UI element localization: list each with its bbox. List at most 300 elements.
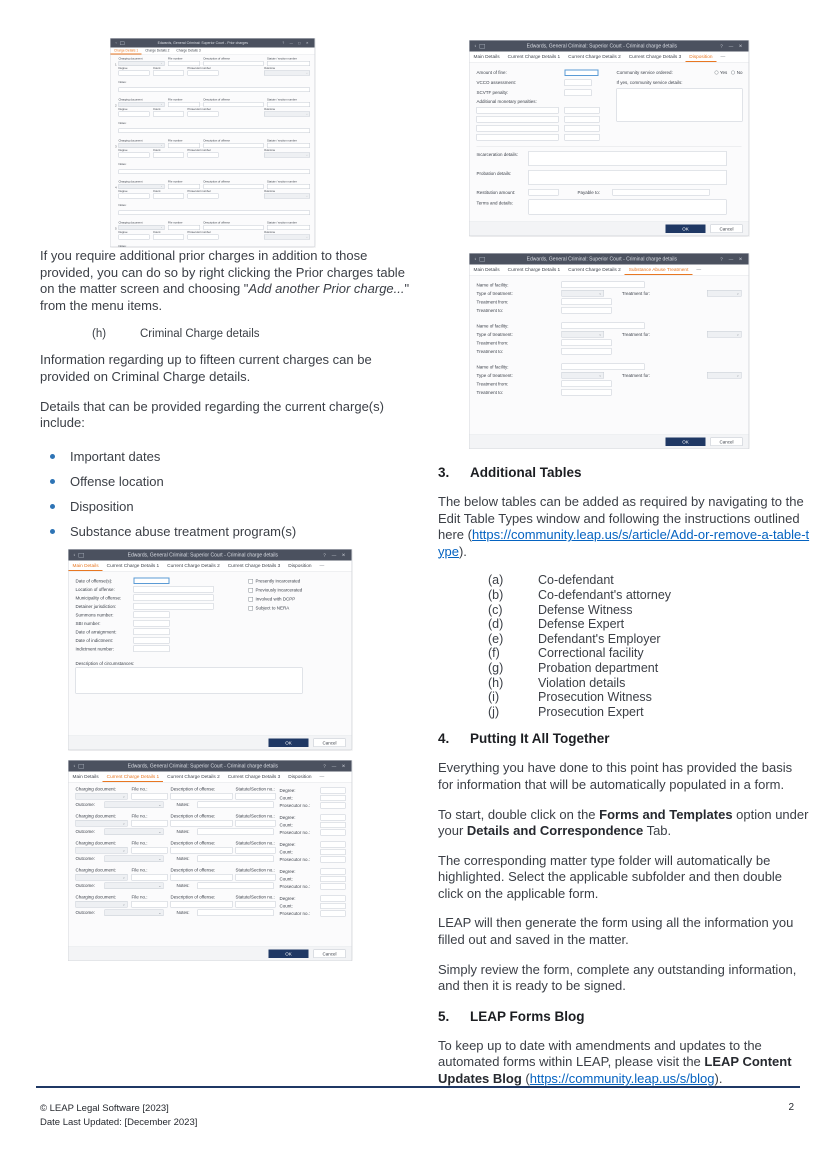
field-label: Statute/Section no.: bbox=[235, 813, 275, 819]
charging-document-dropdown[interactable] bbox=[119, 225, 165, 230]
tab-current-charge-details-1[interactable]: Current Charge Details 1 bbox=[103, 774, 164, 782]
tab-current-charge-details-2[interactable]: Current Charge Details 2 bbox=[568, 267, 621, 273]
field-label: Community service ordered: bbox=[616, 70, 673, 75]
field-label: Notes: bbox=[176, 828, 190, 834]
file-number-input[interactable] bbox=[168, 61, 200, 66]
treatment-block bbox=[477, 281, 742, 315]
charging-document-dropdown[interactable] bbox=[76, 820, 128, 827]
prosecutor-number-input[interactable] bbox=[188, 112, 219, 117]
scvtf-penalty-input[interactable] bbox=[565, 89, 592, 96]
cancel-button[interactable]: Cancel bbox=[314, 738, 346, 747]
date-of-indictment-input[interactable] bbox=[134, 637, 170, 644]
date-of-offense-input[interactable] bbox=[134, 577, 170, 584]
statute-section-number-input[interactable] bbox=[267, 184, 310, 189]
notes-input[interactable] bbox=[198, 909, 274, 916]
sbi-number-input[interactable] bbox=[134, 620, 170, 627]
penalty-amount-input[interactable] bbox=[565, 107, 600, 114]
charging-document-dropdown[interactable] bbox=[119, 61, 165, 66]
chevron-down-icon: ⌄ bbox=[598, 291, 602, 296]
chevron-down-icon: ⌄ bbox=[160, 103, 163, 106]
treatment-for-dropdown[interactable] bbox=[707, 372, 742, 379]
prior-charge-row bbox=[115, 181, 310, 218]
tab-substance-abuse-treatment[interactable]: Substance Abuse Treatment bbox=[625, 267, 693, 275]
statute-section-no-input[interactable] bbox=[236, 847, 276, 854]
description-of-offense-input[interactable] bbox=[171, 793, 233, 800]
count-input[interactable] bbox=[321, 848, 346, 854]
notes-input[interactable] bbox=[198, 882, 274, 889]
field-label: Notes: bbox=[118, 81, 127, 84]
treatment-for-dropdown[interactable] bbox=[707, 290, 742, 297]
back-icon[interactable]: ‹ bbox=[474, 43, 477, 49]
degree-input[interactable] bbox=[119, 194, 150, 199]
radio-yes[interactable]: Yes bbox=[714, 70, 727, 75]
chevron-down-icon: ⌄ bbox=[305, 235, 308, 239]
dialog-title: Edwards, General Criminal: Superior Court - Criminal charge details bbox=[127, 551, 278, 558]
field-label: Statute / section number bbox=[267, 98, 297, 102]
tab-overflow[interactable]: — bbox=[696, 267, 702, 273]
file-number-input[interactable] bbox=[168, 143, 200, 148]
outcome-dropdown[interactable] bbox=[264, 194, 310, 199]
file-number-input[interactable] bbox=[168, 102, 200, 107]
radio-no[interactable]: No bbox=[731, 70, 742, 75]
degree-input[interactable] bbox=[321, 868, 346, 874]
help-icon[interactable]: ? bbox=[323, 763, 326, 769]
outcome-dropdown[interactable] bbox=[105, 801, 164, 808]
field-label: Outcome bbox=[264, 190, 276, 193]
type-of-treatment-dropdown[interactable] bbox=[562, 290, 604, 297]
penalty-description-input[interactable] bbox=[477, 125, 559, 132]
ok-button[interactable]: OK bbox=[666, 225, 706, 234]
file-no-input[interactable] bbox=[132, 901, 168, 908]
charging-document-dropdown[interactable] bbox=[76, 793, 128, 800]
treatment-from-input[interactable] bbox=[562, 340, 612, 347]
statute-section-number-input[interactable] bbox=[267, 102, 310, 107]
notes-input[interactable] bbox=[198, 801, 274, 808]
checkbox[interactable] bbox=[249, 596, 254, 601]
charge-block bbox=[76, 894, 345, 917]
prosecutor-no-input[interactable] bbox=[321, 802, 346, 808]
screenshot-prior-charges-dialog bbox=[110, 38, 316, 248]
file-no-input[interactable] bbox=[132, 793, 168, 800]
municipality-of-offense-input[interactable] bbox=[134, 594, 214, 601]
prior-charge-row bbox=[115, 99, 310, 136]
tab-current-charge-details-3[interactable]: Current Charge Details 3 bbox=[227, 562, 281, 569]
penalty-amount-input[interactable] bbox=[565, 134, 600, 141]
help-icon[interactable]: ? bbox=[720, 256, 723, 262]
list-item: Important dates bbox=[40, 449, 412, 466]
help-icon[interactable]: ? bbox=[720, 43, 723, 49]
probation-details-textarea[interactable] bbox=[529, 170, 727, 185]
tab-disposition[interactable]: Disposition bbox=[288, 773, 312, 780]
window-icon bbox=[79, 552, 85, 557]
file-no-input[interactable] bbox=[132, 874, 168, 881]
description-of-offense-input[interactable] bbox=[204, 184, 264, 189]
cancel-button[interactable]: Cancel bbox=[711, 225, 743, 234]
tab-current-charge-details-1[interactable]: Current Charge Details 1 bbox=[106, 562, 160, 569]
minimize-icon[interactable]: — bbox=[289, 41, 293, 45]
treatment-to-input[interactable] bbox=[562, 348, 612, 355]
field-label: Amount of fine: bbox=[476, 70, 507, 75]
list-item-h bbox=[40, 327, 412, 341]
field-label: Statute / section number bbox=[267, 180, 297, 184]
prior-charges-dialog bbox=[110, 38, 315, 247]
paragraph: The corresponding matter type folder will automatically be highlighted. Select the applicable subfolder and then double click on the applicable form. bbox=[438, 852, 783, 901]
tab-overflow[interactable]: — bbox=[720, 54, 726, 60]
field-label: Summons number: bbox=[75, 611, 114, 617]
name-of-facility-input[interactable] bbox=[562, 282, 645, 289]
close-icon[interactable]: ✕ bbox=[738, 256, 743, 262]
list-item: (g) Probation department bbox=[488, 660, 659, 675]
tab-charge-details-2[interactable]: Charge Details 2 bbox=[145, 49, 170, 53]
charging-document-dropdown[interactable] bbox=[76, 847, 128, 854]
maximize-icon[interactable]: ▢ bbox=[297, 41, 301, 45]
statute-section-no-input[interactable] bbox=[236, 820, 276, 827]
ok-button[interactable]: OK bbox=[269, 738, 309, 747]
field-label: Prosecutor no.: bbox=[279, 802, 311, 808]
list-item: (f) Correctional facility bbox=[488, 646, 644, 661]
notes-input[interactable] bbox=[119, 170, 311, 175]
penalty-row bbox=[477, 133, 742, 142]
chevron-down-icon: ⌄ bbox=[158, 909, 162, 915]
list-item: (c) Defense Witness bbox=[488, 602, 633, 617]
dialog-titlebar bbox=[69, 549, 352, 560]
field-label: File number bbox=[168, 57, 183, 61]
degree-input[interactable] bbox=[321, 787, 346, 793]
field-label: Charging document: bbox=[75, 786, 117, 792]
type-of-treatment-dropdown[interactable] bbox=[562, 372, 604, 379]
chevron-down-icon: ⌄ bbox=[122, 874, 126, 880]
degree-input[interactable] bbox=[119, 235, 150, 240]
treatment-to-input[interactable] bbox=[562, 389, 612, 396]
treatment-from-input[interactable] bbox=[562, 381, 612, 388]
outcome-dropdown[interactable] bbox=[105, 855, 164, 862]
count-input[interactable] bbox=[153, 71, 184, 76]
description-of-offense-input[interactable] bbox=[171, 901, 233, 908]
field-label: Degree: bbox=[279, 895, 296, 901]
field-label: Incarceration details: bbox=[476, 152, 519, 157]
tab-disposition[interactable]: Disposition bbox=[685, 54, 716, 62]
field-label: File no.: bbox=[131, 867, 148, 873]
charging-document-dropdown[interactable] bbox=[119, 143, 165, 148]
checkbox[interactable] bbox=[249, 605, 254, 610]
tab-current-charge-details-2[interactable]: Current Charge Details 2 bbox=[568, 54, 621, 60]
field-label: Count: bbox=[279, 794, 293, 800]
field-label: Outcome bbox=[264, 67, 276, 70]
type-of-treatment-dropdown[interactable] bbox=[562, 331, 604, 338]
notes-input[interactable] bbox=[198, 828, 274, 835]
bold-text: LEAP Content Updates Blog bbox=[438, 1054, 792, 1087]
statute-section-no-input[interactable] bbox=[236, 901, 276, 908]
prosecutor-no-input[interactable] bbox=[321, 856, 346, 862]
back-icon[interactable]: ‹ bbox=[474, 256, 477, 262]
page-number: 2 bbox=[788, 1102, 794, 1113]
file-number-input[interactable] bbox=[168, 184, 200, 189]
penalty-description-input[interactable] bbox=[477, 134, 559, 141]
field-label: Description of offense bbox=[203, 221, 231, 225]
notes-input[interactable] bbox=[119, 88, 311, 93]
penalty-description-input[interactable] bbox=[477, 107, 559, 114]
tab-current-charge-details-1[interactable]: Current Charge Details 1 bbox=[507, 267, 561, 273]
charging-document-dropdown[interactable] bbox=[119, 102, 165, 107]
description-of-offense-input[interactable] bbox=[171, 874, 233, 881]
current-charge-details-dialog bbox=[68, 760, 352, 961]
prosecutor-number-input[interactable] bbox=[188, 194, 219, 199]
field-label: Degree bbox=[118, 190, 128, 193]
paragraph: LEAP will then generate the form using all the information you filled out and saved in the matter. bbox=[438, 915, 794, 948]
field-label: File no.: bbox=[131, 813, 148, 819]
prosecutor-no-input[interactable] bbox=[321, 910, 346, 916]
outcome-dropdown[interactable] bbox=[264, 112, 310, 117]
field-label: File no.: bbox=[131, 840, 148, 846]
prosecutor-number-input[interactable] bbox=[188, 235, 219, 240]
statute-section-number-input[interactable] bbox=[267, 225, 310, 230]
penalty-amount-input[interactable] bbox=[565, 125, 600, 132]
file-no-input[interactable] bbox=[132, 820, 168, 827]
name-of-facility-input[interactable] bbox=[562, 364, 645, 371]
notes-input[interactable] bbox=[198, 855, 274, 862]
checkbox[interactable] bbox=[249, 578, 254, 583]
dialog-title: Edwards, General Criminal: Superior Court - Criminal charge details bbox=[127, 762, 278, 769]
prosecutor-number-input[interactable] bbox=[188, 71, 219, 76]
count-input[interactable] bbox=[153, 194, 184, 199]
field-label: Treatment to: bbox=[476, 389, 504, 395]
field-label: Prosecutor number bbox=[187, 108, 211, 111]
degree-input[interactable] bbox=[119, 71, 150, 76]
field-label: Degree bbox=[118, 67, 128, 70]
prosecutor-no-input[interactable] bbox=[321, 883, 346, 889]
tab-charge-details-3[interactable]: Charge Details 3 bbox=[176, 49, 201, 53]
description-of-offense-input[interactable] bbox=[204, 143, 264, 148]
statute-section-number-input[interactable] bbox=[267, 143, 310, 148]
statute-section-no-input[interactable] bbox=[236, 793, 276, 800]
tab-charge-details-1[interactable]: Charge Details 1 bbox=[111, 49, 142, 55]
summons-number-input[interactable] bbox=[134, 611, 170, 618]
tab-disposition[interactable]: Disposition bbox=[288, 562, 312, 569]
field-label: Name of facility: bbox=[476, 364, 509, 370]
outcome-dropdown[interactable] bbox=[264, 153, 310, 158]
leap-blog-link[interactable]: https://community.leap.us/s/blog bbox=[529, 1071, 715, 1087]
bullet-icon bbox=[50, 504, 55, 509]
add-or-remove-table-type-link[interactable]: https://community.leap.us/s/article/Add-or-remove-a-table-type bbox=[438, 527, 810, 559]
restitution-amount-input[interactable] bbox=[529, 189, 559, 196]
close-icon[interactable]: ✕ bbox=[341, 551, 346, 557]
window-icon bbox=[79, 763, 85, 768]
paragraph: Everything you have done to this point has provided the basis for information that will be automatically populated in a form. bbox=[438, 760, 793, 792]
detainer-jurisdiction-input[interactable] bbox=[134, 603, 214, 610]
field-label: Description of offense: bbox=[170, 813, 216, 819]
degree-input[interactable] bbox=[321, 895, 346, 901]
name-of-facility-input[interactable] bbox=[562, 323, 645, 330]
field-label: Outcome: bbox=[75, 909, 96, 915]
terms-and-details-textarea[interactable] bbox=[529, 200, 727, 215]
help-icon[interactable]: ? bbox=[323, 552, 326, 558]
description-of-circumstances-textarea[interactable] bbox=[76, 667, 303, 693]
field-label: Detainer jurisdiction: bbox=[75, 603, 117, 609]
paragraph: Details that can be provided regarding the current charge(s) include: bbox=[40, 398, 384, 431]
close-icon[interactable]: ✕ bbox=[341, 762, 346, 768]
treatment-for-dropdown[interactable] bbox=[707, 331, 742, 338]
minimize-icon[interactable]: — bbox=[331, 552, 337, 558]
vcco-assessment-input[interactable] bbox=[565, 79, 592, 86]
tab-main-details[interactable]: Main Details bbox=[473, 267, 500, 273]
field-label: Count bbox=[153, 108, 161, 111]
field-label: Degree: bbox=[279, 814, 296, 820]
count-input[interactable] bbox=[153, 112, 184, 117]
tab-main-details[interactable]: Main Details bbox=[72, 773, 99, 780]
list-item: (j) Prosecution Expert bbox=[488, 704, 644, 719]
chevron-down-icon: ⌄ bbox=[598, 332, 602, 337]
cancel-button[interactable]: Cancel bbox=[314, 949, 346, 958]
dialog-titlebar bbox=[470, 254, 749, 265]
tab-main-details[interactable]: Main Details bbox=[69, 563, 103, 571]
degree-input[interactable] bbox=[321, 814, 346, 820]
field-label: Outcome: bbox=[75, 882, 96, 888]
indictment-number-input[interactable] bbox=[134, 645, 170, 652]
degree-input[interactable] bbox=[321, 841, 346, 847]
tab-current-charge-details-1[interactable]: Current Charge Details 1 bbox=[507, 54, 561, 60]
prosecutor-no-input[interactable] bbox=[321, 829, 346, 835]
description-of-offense-input[interactable] bbox=[171, 847, 233, 854]
description-of-offense-input[interactable] bbox=[204, 61, 264, 66]
chevron-down-icon: ⌄ bbox=[158, 855, 162, 861]
tab-current-charge-details-3[interactable]: Current Charge Details 3 bbox=[628, 54, 682, 60]
community-service-details-textarea[interactable] bbox=[617, 89, 743, 122]
charge-block bbox=[76, 786, 345, 809]
close-icon[interactable]: ✕ bbox=[738, 43, 743, 49]
outcome-dropdown[interactable] bbox=[105, 882, 164, 889]
outcome-dropdown[interactable] bbox=[264, 235, 310, 240]
ok-button[interactable]: OK bbox=[269, 949, 309, 958]
description-of-offense-input[interactable] bbox=[171, 820, 233, 827]
treatment-to-input[interactable] bbox=[562, 307, 612, 314]
notes-input[interactable] bbox=[119, 129, 311, 134]
charging-document-dropdown[interactable] bbox=[76, 901, 128, 908]
paragraph: To keep up to date with amendments and updates to the automated forms within LEAP, please visit the LEAP Content Updates Blog (https://community.leap.us/s/blog). bbox=[438, 1037, 792, 1087]
field-label: Statute / section number bbox=[267, 221, 297, 225]
charging-document-dropdown[interactable] bbox=[119, 184, 165, 189]
date-of-arraignment-input[interactable] bbox=[134, 628, 170, 635]
field-label: Description of offense: bbox=[170, 894, 216, 900]
incarceration-details-textarea[interactable] bbox=[529, 151, 727, 166]
field-label: Indictment number: bbox=[75, 645, 115, 651]
outcome-dropdown[interactable] bbox=[105, 909, 164, 916]
tab-current-charge-details-2[interactable]: Current Charge Details 2 bbox=[167, 773, 220, 780]
field-label: Degree bbox=[118, 108, 128, 111]
minimize-icon[interactable]: — bbox=[728, 43, 734, 49]
field-label: Description of offense bbox=[203, 57, 231, 61]
cancel-button[interactable]: Cancel bbox=[711, 438, 743, 447]
notes-input[interactable] bbox=[119, 211, 311, 216]
checkbox[interactable] bbox=[249, 587, 254, 592]
count-input[interactable] bbox=[153, 235, 184, 240]
back-icon[interactable]: ‹ bbox=[73, 551, 76, 558]
degree-input[interactable] bbox=[119, 153, 150, 158]
outcome-dropdown[interactable] bbox=[105, 828, 164, 835]
lettered-list bbox=[438, 573, 810, 719]
minimize-icon[interactable]: — bbox=[728, 256, 734, 262]
tab-bar bbox=[69, 771, 352, 782]
chevron-down-icon: ⌄ bbox=[122, 793, 126, 799]
field-label: Charging document bbox=[118, 221, 143, 225]
field-label: Count bbox=[153, 67, 161, 70]
field-label: Charging document: bbox=[75, 840, 117, 846]
minimize-icon[interactable]: — bbox=[331, 763, 337, 769]
section-heading-3: 3. Additional Tables bbox=[438, 465, 582, 480]
field-label: Degree: bbox=[279, 841, 296, 847]
back-icon[interactable]: ‹ bbox=[115, 41, 117, 45]
field-label: File number bbox=[168, 139, 183, 143]
count-input[interactable] bbox=[321, 821, 346, 827]
field-label: Treatment to: bbox=[476, 307, 504, 313]
amount-of-fine-input[interactable] bbox=[565, 69, 599, 76]
tab-bar bbox=[470, 265, 749, 276]
ok-button[interactable]: OK bbox=[666, 438, 706, 447]
penalty-amount-input[interactable] bbox=[565, 116, 600, 123]
help-icon[interactable]: ? bbox=[282, 41, 285, 45]
statute-section-no-input[interactable] bbox=[236, 874, 276, 881]
field-label: Name of facility: bbox=[476, 323, 509, 329]
paragraph: To start, double click on the Forms and Templates option under your Details and Correspondence Tab. bbox=[438, 806, 809, 839]
location-of-offense-input[interactable] bbox=[134, 586, 214, 593]
back-icon[interactable]: ‹ bbox=[73, 762, 76, 769]
charging-document-dropdown[interactable] bbox=[76, 874, 128, 881]
field-label: Prosecutor no.: bbox=[279, 829, 311, 835]
penalty-description-input[interactable] bbox=[477, 116, 559, 123]
description-of-offense-input[interactable] bbox=[204, 102, 264, 107]
count-input[interactable] bbox=[321, 902, 346, 908]
outcome-dropdown[interactable] bbox=[264, 71, 310, 76]
charge-block bbox=[76, 840, 345, 863]
tab-current-charge-details-2[interactable]: Current Charge Details 2 bbox=[167, 562, 220, 569]
tab-current-charge-details-3[interactable]: Current Charge Details 3 bbox=[227, 773, 281, 780]
count-input[interactable] bbox=[321, 875, 346, 881]
field-label: Prosecutor no.: bbox=[279, 910, 311, 916]
tab-main-details[interactable]: Main Details bbox=[473, 54, 500, 60]
field-label: Outcome bbox=[264, 149, 276, 152]
prosecutor-number-input[interactable] bbox=[188, 153, 219, 158]
field-label: Treatment for: bbox=[621, 331, 650, 337]
bullet-list bbox=[40, 449, 412, 541]
field-label: Degree bbox=[118, 231, 128, 234]
statute-section-number-input[interactable] bbox=[267, 61, 310, 66]
field-label: Notes: bbox=[118, 204, 127, 207]
field-label: Name of facility: bbox=[476, 282, 509, 288]
field-label: Probation details: bbox=[476, 171, 512, 176]
degree-input[interactable] bbox=[119, 112, 150, 117]
charge-block bbox=[76, 867, 345, 890]
file-number-input[interactable] bbox=[168, 225, 200, 230]
treatment-from-input[interactable] bbox=[562, 299, 612, 306]
field-label: Outcome bbox=[264, 108, 276, 111]
list-item: (a) Co-defendant bbox=[488, 573, 614, 588]
section-heading-5: 5. LEAP Forms Blog bbox=[438, 1008, 585, 1024]
tab-overflow[interactable]: — bbox=[319, 773, 325, 780]
payable-to-input[interactable] bbox=[613, 189, 710, 196]
count-input[interactable] bbox=[321, 794, 346, 800]
file-no-input[interactable] bbox=[132, 847, 168, 854]
close-icon[interactable]: ✕ bbox=[305, 41, 309, 45]
radio-icon bbox=[731, 71, 735, 75]
list-item: (i) Prosecution Witness bbox=[488, 690, 652, 705]
description-of-offense-input[interactable] bbox=[204, 225, 264, 230]
tab-overflow[interactable]: — bbox=[319, 562, 325, 569]
window-icon bbox=[120, 41, 125, 45]
dialog-footer bbox=[470, 222, 749, 236]
field-label: Description of offense bbox=[203, 180, 231, 184]
count-input[interactable] bbox=[153, 153, 184, 158]
field-label: Prosecutor number bbox=[187, 149, 211, 152]
field-label: SBI number: bbox=[75, 620, 101, 626]
